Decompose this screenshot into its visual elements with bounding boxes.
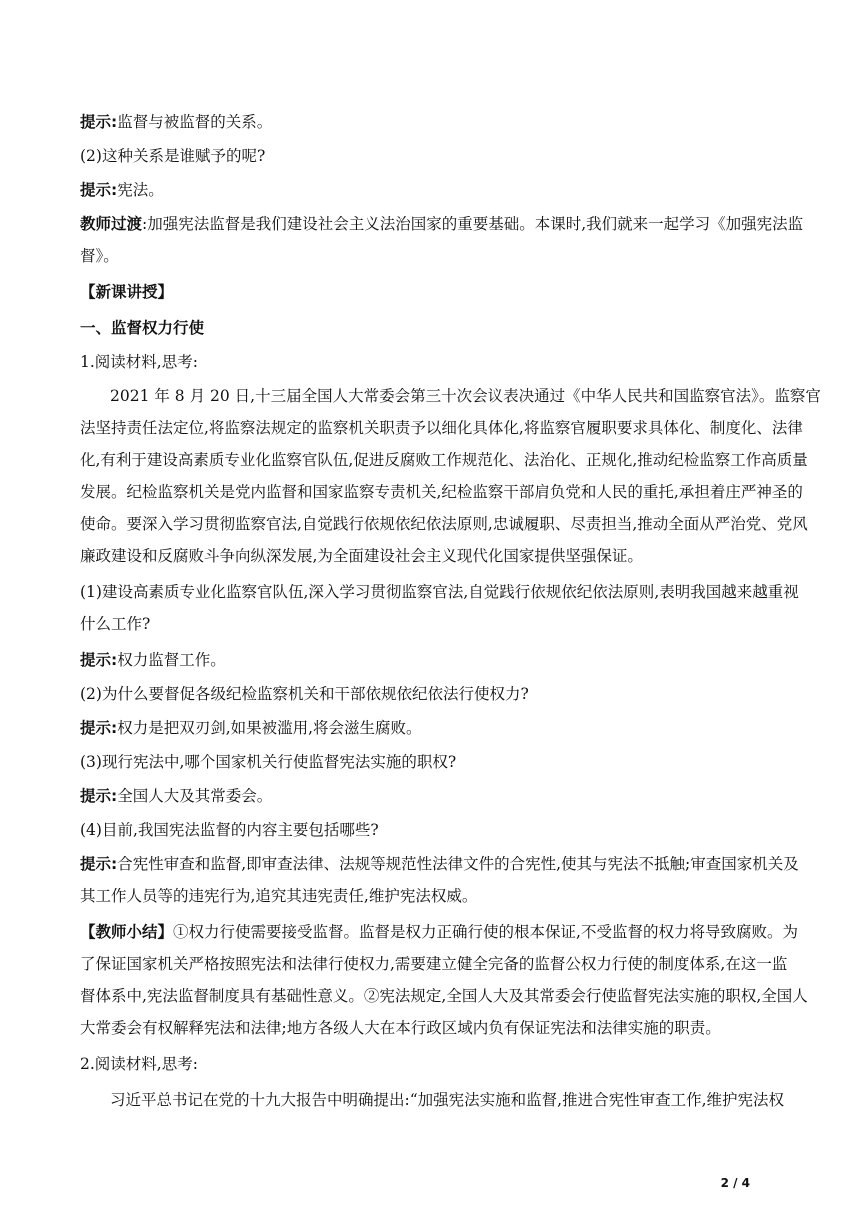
reading-task-1: 1.阅读材料,思考:: [80, 353, 198, 371]
hint-text: 权力是把双刃剑,如果被滥用,将会滋生腐败。: [117, 719, 422, 737]
teacher-summary-line-1: [80, 922, 798, 942]
teacher-summary-text: ①权力行使需要接受监督。监督是权力正确行使的根本保证,不受监督的权力将导致腐败。为: [173, 923, 798, 941]
answer-2: [80, 718, 784, 738]
reading-task-2: 2.阅读材料,思考:: [80, 1055, 198, 1073]
answer-3: [80, 786, 784, 806]
hint-text: 权力监督工作。: [117, 651, 226, 669]
material-line-1: 2021 年 8 月 20 日,十三届全国人大常委会第三十次会议表决通过《中华人民共和国监察官法》。监察官: [110, 387, 821, 405]
answer-4-line-2: 其工作人员等的违宪行为,追究其违宪责任,维护宪法权威。: [80, 887, 478, 905]
section-heading-new-lesson: 【新课讲授】: [80, 283, 174, 301]
hint-label: 提示:: [80, 787, 118, 805]
question-1-line-2: 什么工作?: [80, 615, 151, 633]
hint-label: 提示:: [80, 855, 118, 873]
material-2-line-1: 习近平总书记在党的十九大报告中明确提出:“加强宪法实施和监督,推进合宪性审查工作,维护宪法权: [110, 1091, 785, 1109]
answer-4-line-1: [80, 854, 799, 874]
question-1-line-1: (1)建设高素质专业化监察官队伍,深入学习贯彻监察官法,自觉践行依规依纪依法原则,表明我国越来越重视: [80, 583, 799, 601]
material-line-5: 使命。要深入学习贯彻监察官法,自觉践行依规依纪依法原则,忠诚履职、尽责担当,推动全面从严治党、党风: [80, 515, 808, 533]
material-line-4: 发展。纪检监察机关是党内监督和国家监察专责机关,纪检监察干部肩负党和人民的重托,承担着庄严神圣的: [80, 483, 803, 501]
question-3: (3)现行宪法中,哪个国家机关行使监督宪法实施的职权?: [80, 753, 457, 771]
teacher-transition-text: :加强宪法监督是我们建设社会主义法治国家的重要基础。本课时,我们就来一起学习《加强宪法监: [142, 215, 804, 233]
hint-text: 监督与被监督的关系。: [117, 113, 273, 131]
teacher-transition-label: 教师过渡: [80, 215, 143, 233]
answer-1: [80, 650, 784, 670]
hint-label: 提示:: [80, 651, 118, 669]
question-2: (2)为什么要督促各级纪检监察机关和干部依规依纪依法行使权力?: [80, 685, 529, 703]
material-line-3: 化,有利于建设高素质专业化监察官队伍,促进反腐败工作规范化、法治化、正规化,推动纪检监察工作高质量: [80, 451, 808, 469]
hint-text: 宪法。: [117, 181, 164, 199]
question-line: (2)这种关系是谁赋予的呢?: [80, 147, 266, 165]
material-line-6: 廉政建设和反腐败斗争向纵深发展,为全面建设社会主义现代化国家提供坚强保证。: [80, 547, 643, 565]
hint-label: 提示:: [80, 719, 118, 737]
section-heading-supervise-power: 一、监督权力行使: [80, 319, 205, 337]
teacher-transition-cont: 督》。: [80, 247, 119, 265]
material-line-2: 法坚持责任法定位,将监察法规定的监察机关职责予以细化具体化,将监察官履职要求具体化、制度化、法律: [80, 419, 803, 437]
hint-line-2: [80, 180, 784, 200]
hint-text: 合宪性审查和监督,即审查法律、法规等规范性法律文件的合宪性,使其与宪法不抵触;审查国家机关及: [117, 855, 799, 873]
hint-label: 提示:: [80, 181, 118, 199]
page-number: 2 / 4: [720, 1176, 750, 1190]
teacher-summary-label: 【教师小结】: [80, 923, 174, 941]
hint-line-1: [80, 112, 784, 132]
hint-text: 全国人大及其常委会。: [117, 787, 273, 805]
teacher-summary-line-2: 了保证国家机关严格按照宪法和法律行使权力,需要建立健全完备的监督公权力行使的制度体系,在这一监: [80, 955, 788, 973]
teacher-transition-line: [80, 214, 804, 234]
teacher-summary-line-3: 督体系中,宪法监督制度具有基础性意义。②宪法规定,全国人大及其常委会行使监督宪法实施的职权,全国人: [80, 987, 808, 1005]
teacher-summary-line-4: 大常委会有权解释宪法和法律;地方各级人大在本行政区域内负有保证宪法和法律实施的职责。: [80, 1019, 721, 1037]
hint-label: 提示:: [80, 113, 118, 131]
question-4: (4)目前,我国宪法监督的内容主要包括哪些?: [80, 821, 379, 839]
